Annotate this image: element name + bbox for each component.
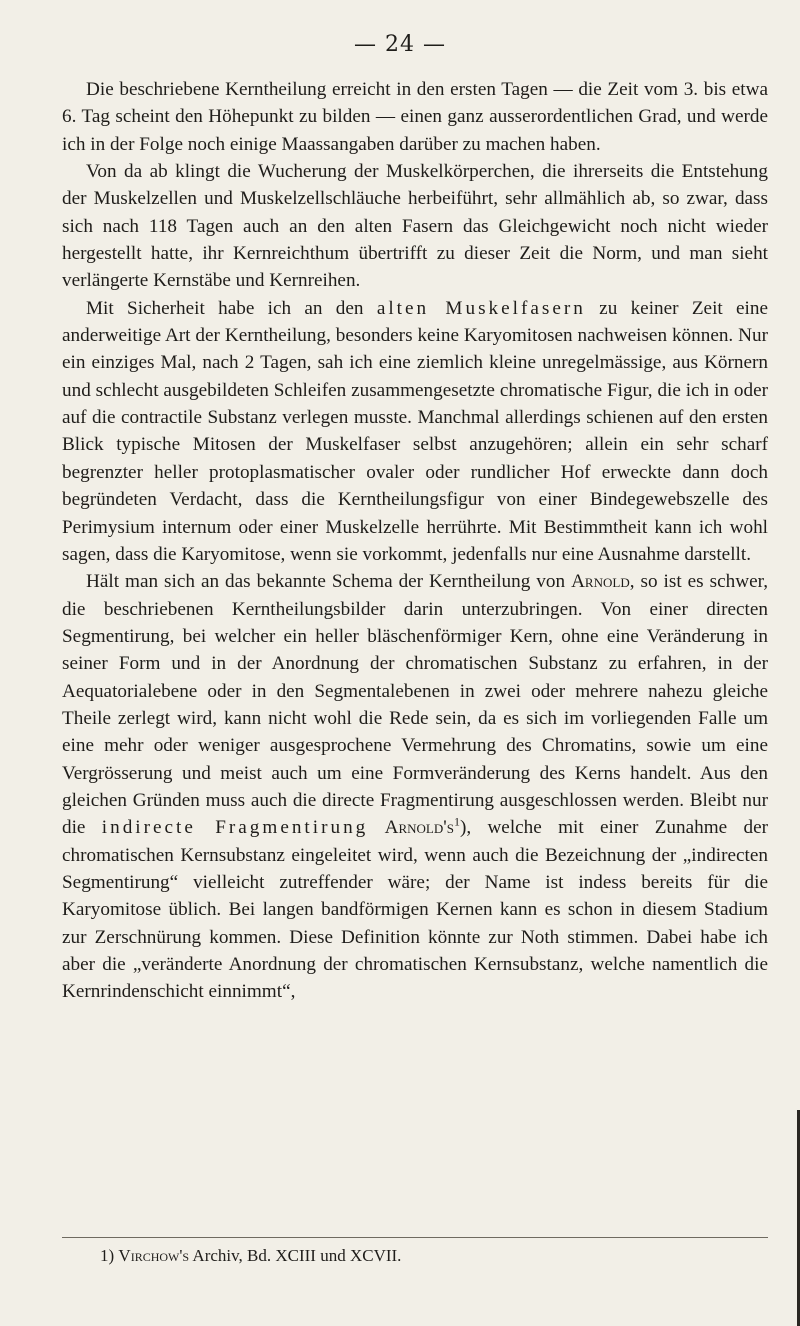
page-number: — 24 — — [354, 32, 446, 57]
author-name-arnolds: Arnold's — [384, 817, 454, 839]
paragraph-3-rest: zu keiner Zeit eine anderweitige Art der Kerntheilung, besonders keine Karyomitosen nachweisen können. Nur ein einziges Mal, nach 2 Tagen, sah ich eine ziemlich kleine unregelmässige, aus Körnern und schlecht ausgebildeten Schleifen zusammengesetzte chromatische Figur, die ich in oder auf die contractile Substanz verlegen musste. Manchmal allerdings schienen auf den ersten Blick typische Mitosen der Muskelfaser selbst anzugehören; allein ein sehr scharf begrenzter heller protoplasmatischer ovaler oder rundlicher Hof erweckte dann doch begründeten Verdacht, dass die Kerntheilungsfigur von einer Bindegewebszelle des Perimysium internum oder einer Muskelzelle herrührte. Mit Bestimmtheit kann ich wohl sagen, dass die Karyomitose, wenn sie vorkommt, jedenfalls nur eine Ausnahme darstellt. — [62, 297, 768, 565]
paragraph-4 — [62, 568, 768, 1006]
footnote-rule — [62, 1237, 768, 1238]
paragraph-3 — [62, 295, 768, 568]
paragraph-1: Die beschriebene Kerntheilung erreicht in den ersten Tagen — die Zeit vom 3. bis etwa 6. Tag scheint den Höhepunkt zu bilden — einen ganz ausserordentlichen Grad, und werde ich in der Folge noch einige Maassangaben darüber zu machen haben. — [62, 79, 768, 155]
paragraph-3-start: Mit Sicherheit habe ich an den — [86, 297, 364, 319]
paragraph-4-end: ), welche mit einer Zunahme der chromatischen Kernsubstanz eingeleitet wird, wenn auch die Bezeichnung der „indirecten Segmentirung“ vielleicht zutreffender wäre; der Name ist indess bereits für die Karyomitose üblich. Bei langen bandförmigen Kernen kann es schon in diesem Stadium zur Zerschnürung kommen. Diese Definition könnte zur Noth stimmen. Dabei habe ich aber die „veränderte Anordnung der chromatischen Kernsubstanz, welche namentlich die Kernrindenschicht einnimmt“, — [62, 817, 768, 1003]
author-name-arnold: Arnold — [571, 571, 630, 593]
footnote-text: Archiv, Bd. XCIII und XCVII. — [192, 1246, 402, 1265]
footnote-reference[interactable]: 1 — [453, 814, 460, 829]
paragraph-2: Von da ab klingt die Wucherung der Muskelkörperchen, die ihrerseits die Entstehung der Muskelzellen und Muskelzellschläuche herbeiführt, sehr allmählich ab, so zwar, dass sich nach 118 Tagen auch an den alten Fasern das Gleichgewicht noch nicht wieder hergestellt hatte, ihr Kernreichthum übertrifft zu dieser Zeit die Norm, und man sieht verlängerte Kernstäbe und Kernreihen. — [62, 161, 768, 292]
paragraph-4-middle: , so ist es schwer, die beschriebenen Kerntheilungsbilder darin unterzubringen. Von einer directen Segmentirung, bei welcher ein heller bläschenförmiger Kern, ohne eine Veränderung in seiner Form und in der Anordnung der chromatischen Substanz zu erfahren, in der Aequatorialebene oder in den Segmentalebenen in zwei oder mehrere nahezu gleiche Theile zerlegt wird, kann nicht wohl die Rede sein, da es sich im vorliegenden Falle um eine mehr oder weniger ausgesprochene Vermehrung des Chromatins, sowie um eine Vergrösserung und meist auch um eine Formveränderung des Kerns handelt. Aus den gleichen Gründen muss auch die directe Fragmentirung ausgeschlossen werden. Bleibt nur die — [62, 571, 769, 839]
footnote — [100, 1246, 401, 1266]
emphasis-indirecte-fragmentirung: indirecte Fragmentirung — [101, 817, 369, 839]
body-text — [62, 76, 768, 1006]
paragraph-4-start: Hält man sich an das bekannte Schema der Kerntheilung von — [86, 571, 566, 593]
emphasis-alten-muskelfasern: alten Muskelfasern — [376, 297, 586, 319]
footnote-marker: 1) — [100, 1246, 115, 1265]
footnote-name: Virchow's — [118, 1246, 190, 1265]
